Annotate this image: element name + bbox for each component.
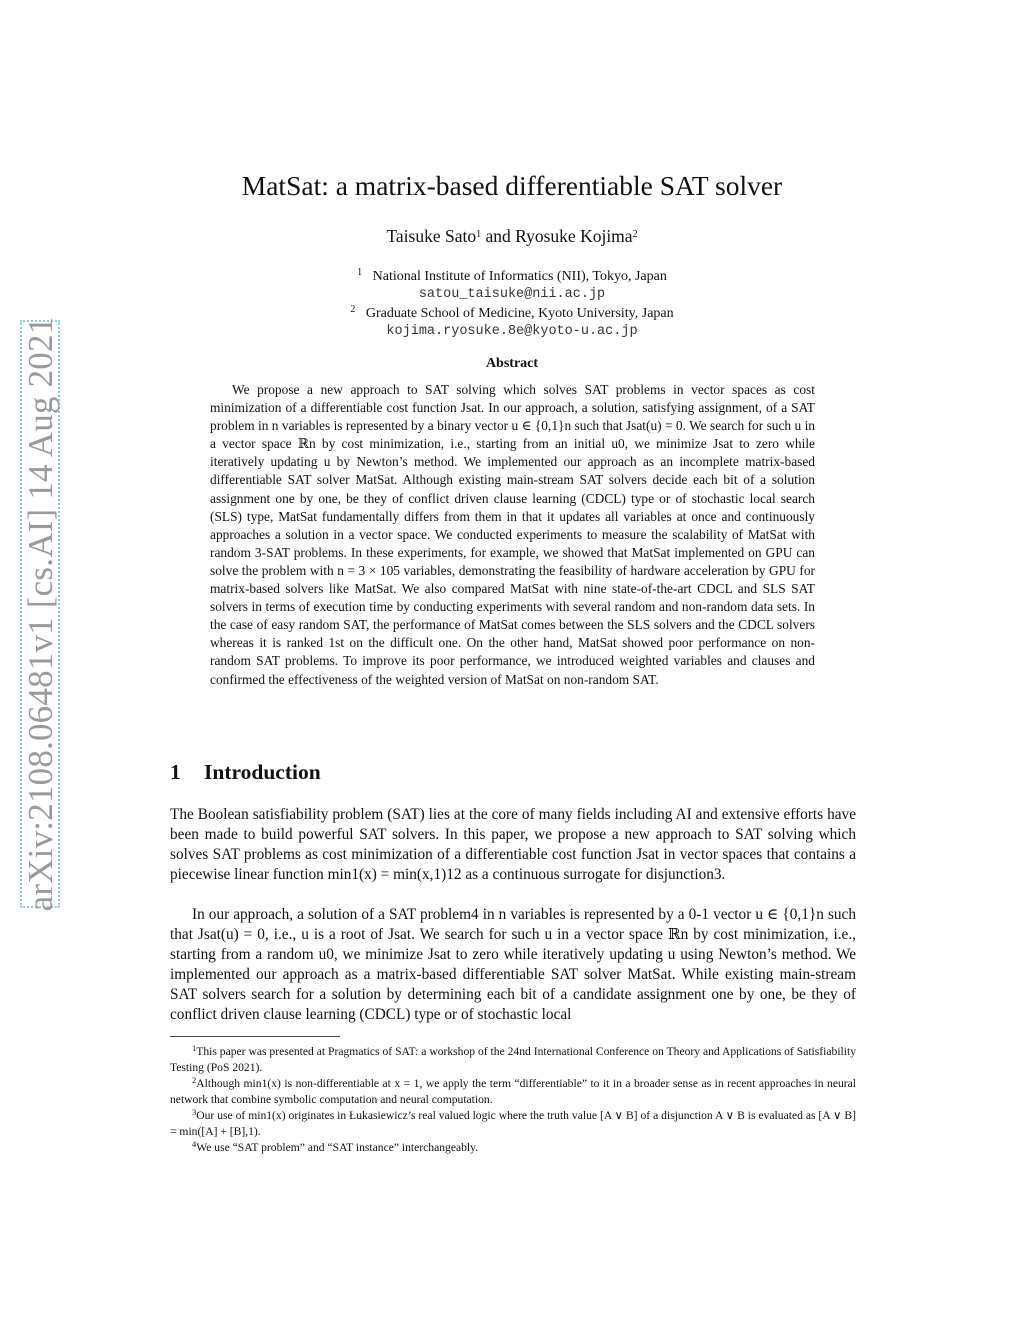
- affiliation-mark: 2: [632, 229, 638, 240]
- footnote-mark: 4: [192, 1139, 197, 1149]
- author-name: Ryosuke Kojima: [515, 226, 633, 246]
- abstract-heading: Abstract: [485, 356, 539, 371]
- affiliation-mark: 2: [350, 304, 356, 315]
- affiliation-mark: 1: [357, 267, 363, 278]
- section-heading: [170, 760, 321, 785]
- body-paragraph: The Boolean satisfiability problem (SAT) lies at the core of many fields including AI and extensive efforts have been made to build powerful SAT solvers. In this paper, we propose a new approach to SAT solving which solves SAT problems as cost minimization of a differentiable cost function Jsat in vector spaces that contains a piecewise linear function min1(x) = min(x,1)12 as a continuous surrogate for disjunction3.: [170, 806, 856, 883]
- affiliation-2: [160, 301, 864, 341]
- footnote-divider: [170, 1036, 340, 1037]
- body-paragraph: In our approach, a solution of a SAT problem4 in n variables is represented by a 0-1 vector u ∈ {0,1}n such that Jsat(u) = 0, i.e., u is a root of Jsat. We search for such u in a vector space ℝn by cost minimization, i.e., starting from a random u0, we minimize Jsat to zero while iteratively updating u using Newton’s method. We implemented our approach as a matrix-based differentiable SAT solver MatSat. While existing main-stream SAT solvers search for a solution by determining each bit of a candidate assignment one by one, be they of conflict driven clause learning (CDCL) type or of stochastic local: [170, 906, 856, 1023]
- footnote-text: This paper was presented at Pragmatics of SAT: a workshop of the 24nd International Conference on Theory and Applications of Satisfiability Testing (PoS 2021).: [170, 1045, 856, 1074]
- author-name: Taisuke Sato: [386, 226, 477, 246]
- footnote-mark: 1: [192, 1043, 197, 1053]
- section-number: 1: [170, 760, 181, 784]
- author-list: [160, 226, 864, 247]
- author-connector: and: [485, 226, 511, 246]
- footnote-mark: 2: [192, 1075, 197, 1085]
- footnote: [170, 1073, 856, 1108]
- footnote-text: Our use of min1(x) originates in Łukasiewicz’s real valued logic where the truth value [A ∨ B] of a disjunction A ∨ B is evaluated as [A ∨ B] = min([A] + [B],1).: [170, 1109, 856, 1138]
- section-title: Introduction: [204, 760, 321, 784]
- affiliation-1: [160, 264, 864, 304]
- author-email[interactable]: kojima.ryosuke.8e@kyoto-u.ac.jp: [386, 324, 638, 339]
- paper-title: MatSat: a matrix-based differentiable SAT solver: [241, 170, 783, 201]
- footnote-mark: 3: [192, 1107, 197, 1117]
- abstract-text: We propose a new approach to SAT solving which solves SAT problems in vector spaces as cost minimization of a differentiable cost function Jsat. In our approach, a solution, satisfying assignment, of a SAT problem in n variables is represented by a binary vector u ∈ {0,1}n such that Jsat(u) = 0. We search for such u in a vector space ℝn by cost minimization, i.e., starting from an initial u0, we minimize Jsat to zero while iteratively updating u by Newton’s method. We implemented our approach as an incomplete matrix-based differentiable SAT solver MatSat. Although existing main-stream SAT solvers decide each bit of a solution assignment one by one, be they of conflict driven clause learning (CDCL) type or of stochastic local search (SLS) type, MatSat fundamentally differs from them in that it updates all variables at once and continuously approaches a solution in a vector space. We conducted experiments to measure the scalability of MatSat with random 3-SAT problems. In these experiments, for example, we showed that MatSat implemented on GPU can solve the problem with n = 3 × 105 variables, demonstrating the feasibility of hardware acceleration by GPU for matrix-based solvers like MatSat. We also compared MatSat with nine state-of-the-art CDCL and SLS SAT solvers in terms of execution time by conducting experiments with several random and non-random data sets. In the case of easy random SAT, the performance of MatSat comes between the SLS solvers and the CDCL solvers whereas it is ranked 1st on the difficult one. On the other hand, MatSat showed poor performance on non-random SAT problems. To improve its poor performance, we introduced weighted variables and clauses and confirmed the effectiveness of the weighted version of MatSat on non-random SAT.: [210, 382, 815, 687]
- affiliation-name: Graduate School of Medicine, Kyoto University, Japan: [365, 306, 674, 321]
- affiliation-name: National Institute of Informatics (NII), Tokyo, Japan: [372, 269, 667, 284]
- footnote: [170, 1041, 856, 1076]
- arxiv-stamp: [14, 316, 70, 912]
- footnote-text: Although min1(x) is non-differentiable at x = 1, we apply the term “differentiable” to it in a broader sense as in recent approaches in neural network that combine symbolic computation and neural computation.: [170, 1077, 856, 1106]
- footnote: [170, 1105, 856, 1140]
- footnote-text: We use “SAT problem” and “SAT instance” interchangeably.: [196, 1141, 479, 1154]
- affiliation-mark: 1: [476, 229, 482, 240]
- arxiv-identifier[interactable]: arXiv:2108.06481v1 [cs.AI] 14 Aug 2021: [21, 316, 60, 912]
- footnote: [170, 1137, 856, 1156]
- author-email[interactable]: satou_taisuke@nii.ac.jp: [418, 287, 606, 302]
